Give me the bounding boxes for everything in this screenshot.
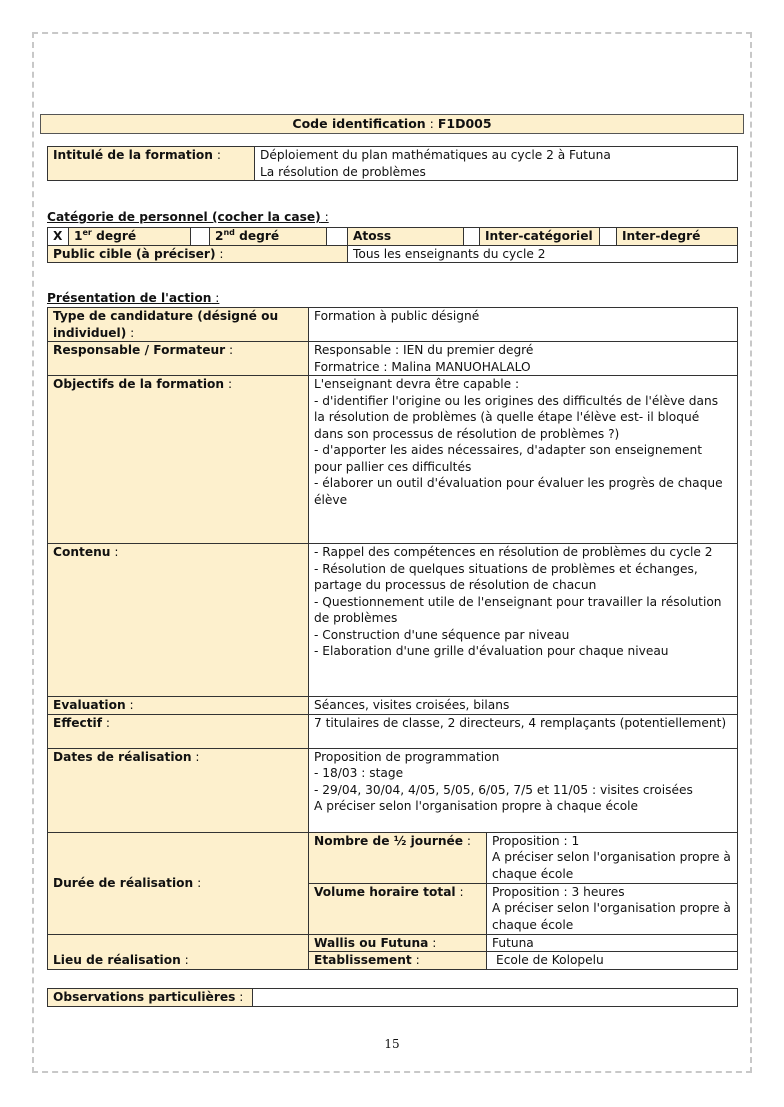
responsable-label: Responsable / Formateur [53,343,226,357]
dates-label: Dates de réalisation [53,749,192,764]
objectifs-line-1: L'enseignant devra être capable : [314,377,520,391]
demi-journee-line-2: A préciser selon l'organisation propre à chaque école [492,850,731,881]
option-2-main: 2 [215,229,224,243]
evaluation-label: Evaluation [53,698,126,712]
intitule-table [47,146,738,181]
option-2-sup: nd [223,227,235,237]
categorie-title: Catégorie de personnel (cocher la case) : [47,210,329,224]
demi-journee-value-cell [487,832,738,883]
option-inter-categoriel: Inter-catégoriel [480,228,600,246]
presentation-title: Présentation de l'action : [47,291,220,305]
contenu-line-3: - Questionnement utile de l'enseignant pour travailler la résolution de problèmes [314,594,722,625]
objectifs-label: Objectifs de la formation [53,377,225,391]
dates-value-cell [309,748,738,832]
etablissement-label: Etablissement [314,953,412,967]
checkbox-atoss[interactable] [327,228,348,246]
code-identification-box: Code identification : F1D005 [40,114,744,134]
contenu-line-5: - Elaboration d'une grille d'évaluation pour chaque niveau [314,644,669,658]
public-cible-value: Tous les enseignants du cycle 2 [348,245,738,263]
contenu-value-cell [309,544,738,697]
option-1-main: 1 [74,229,83,243]
presentation-table [47,307,738,970]
presentation-title-text: Présentation de l'action [47,291,212,305]
intitule-value-cell [255,147,738,181]
observations-table [47,988,738,1007]
demi-journee-label-cell: Nombre de ½ journée : [309,832,487,883]
responsable-label-cell: Responsable / Formateur : [48,342,309,376]
dates-line-1: Proposition de programmation [314,749,500,764]
wallis-futuna-label-cell: Wallis ou Futuna : [309,934,487,952]
etablissement-label-cell: Etablissement : [309,952,487,970]
intitule-line-1: Déploiement du plan mathématiques au cycle 2 à Futuna [260,148,611,162]
wallis-futuna-label: Wallis ou Futuna [314,935,429,950]
volume-horaire-line-1: Proposition : 3 heures [492,884,625,899]
etablissement-value: Ecole de Kolopelu [487,952,738,970]
evaluation-value: Séances, visites croisées, bilans [309,697,738,715]
option-inter-degre: Inter-degré [617,228,738,246]
checkbox-inter-categoriel[interactable] [464,228,480,246]
dates-line-2: - 18/03 : stage [314,766,404,780]
dates-label-cell: Dates de réalisation : [48,748,309,832]
option-2-rest: degré [234,229,280,243]
option-2nd-degre [210,228,327,246]
duree-label: Durée de réalisation [53,875,194,890]
contenu-line-4: - Construction d'une séquence par niveau [314,627,570,642]
contenu-label-cell: Contenu : [48,544,309,697]
categorie-table [47,227,738,263]
type-candidature-label: Type de candidature (désigné ou individuel) [53,309,279,340]
volume-horaire-label: Volume horaire total [314,884,456,899]
contenu-line-1: - Rappel des compétences en résolution de problèmes du cycle 2 [314,545,713,559]
intitule-label: Intitulé de la formation [53,148,213,162]
evaluation-label-cell: Evaluation : [48,697,309,715]
dates-line-4: A préciser selon l'organisation propre à chaque école [314,799,639,813]
objectifs-value-cell [309,376,738,544]
responsable-line-2: Formatrice : Malina MANUOHALALO [314,359,531,374]
option-1-sup: er [82,227,92,237]
effectif-value: 7 titulaires de classe, 2 directeurs, 4 remplaçants (potentiellement) [309,714,738,748]
responsable-value-cell [309,342,738,376]
intitule-label-cell: Intitulé de la formation : [48,147,255,181]
objectifs-line-4: - élaborer un outil d'évaluation pour évaluer les progrès de chaque élève [314,476,723,507]
duree-label-cell: Durée de réalisation : [48,832,309,934]
volume-horaire-value-cell [487,883,738,934]
objectifs-line-2: - d'identifier l'origine ou les origines des difficultés de l'élève dans la résolution de problèmes (à quelle étape l'élève est- il bloqué dans son processus de résolution de problèmes ?) [314,393,719,441]
intitule-line-2: La résolution de problèmes [260,164,426,179]
option-1er-degre [69,228,191,246]
effectif-label-cell: Effectif : [48,714,309,748]
public-cible-label-cell: Public cible (à préciser) : [48,245,348,263]
contenu-label: Contenu [53,545,111,559]
checkbox-1er-degre[interactable]: X [48,228,69,246]
checkbox-inter-degre[interactable] [600,228,617,246]
option-atoss: Atoss [348,228,464,246]
lieu-label-cell: Lieu de réalisation : [48,934,309,969]
option-1-rest: degré [91,229,137,243]
demi-journee-label: Nombre de ½ journée [314,833,464,848]
lieu-label: Lieu de réalisation [53,953,181,967]
objectifs-label-cell: Objectifs de la formation : [48,376,309,544]
volume-horaire-label-cell: Volume horaire total : [309,883,487,934]
type-candidature-label-cell: Type de candidature (désigné ou individuel) : [48,308,309,342]
responsable-line-1: Responsable : IEN du premier degré [314,343,534,357]
demi-journee-line-1: Proposition : 1 [492,833,580,848]
page-number: 15 [384,1037,400,1051]
checkbox-2nd-degre[interactable] [191,228,210,246]
public-cible-label: Public cible (à préciser) [53,246,216,261]
code-value: F1D005 [437,116,492,131]
observations-value[interactable] [253,989,738,1007]
type-candidature-value: Formation à public désigné [309,308,738,342]
effectif-label: Effectif [53,715,102,730]
categorie-title-text: Catégorie de personnel (cocher la case) [47,210,321,224]
observations-label: Observations particulières [53,990,236,1004]
volume-horaire-line-2: A préciser selon l'organisation propre à chaque école [492,901,731,932]
contenu-line-2: - Résolution de quelques situations de problèmes et échanges, partage du processus de résolution de chacun [314,561,698,592]
wallis-futuna-value: Futuna [487,934,738,952]
objectifs-line-3: - d'apporter les aides nécessaires, d'adapter son enseignement pour pallier ces difficultés [314,443,703,474]
code-label: Code identification [292,116,426,131]
observations-label-cell: Observations particulières : [48,989,253,1007]
dates-line-3: - 29/04, 30/04, 4/05, 5/05, 6/05, 7/5 et 11/05 : visites croisées [314,782,693,797]
